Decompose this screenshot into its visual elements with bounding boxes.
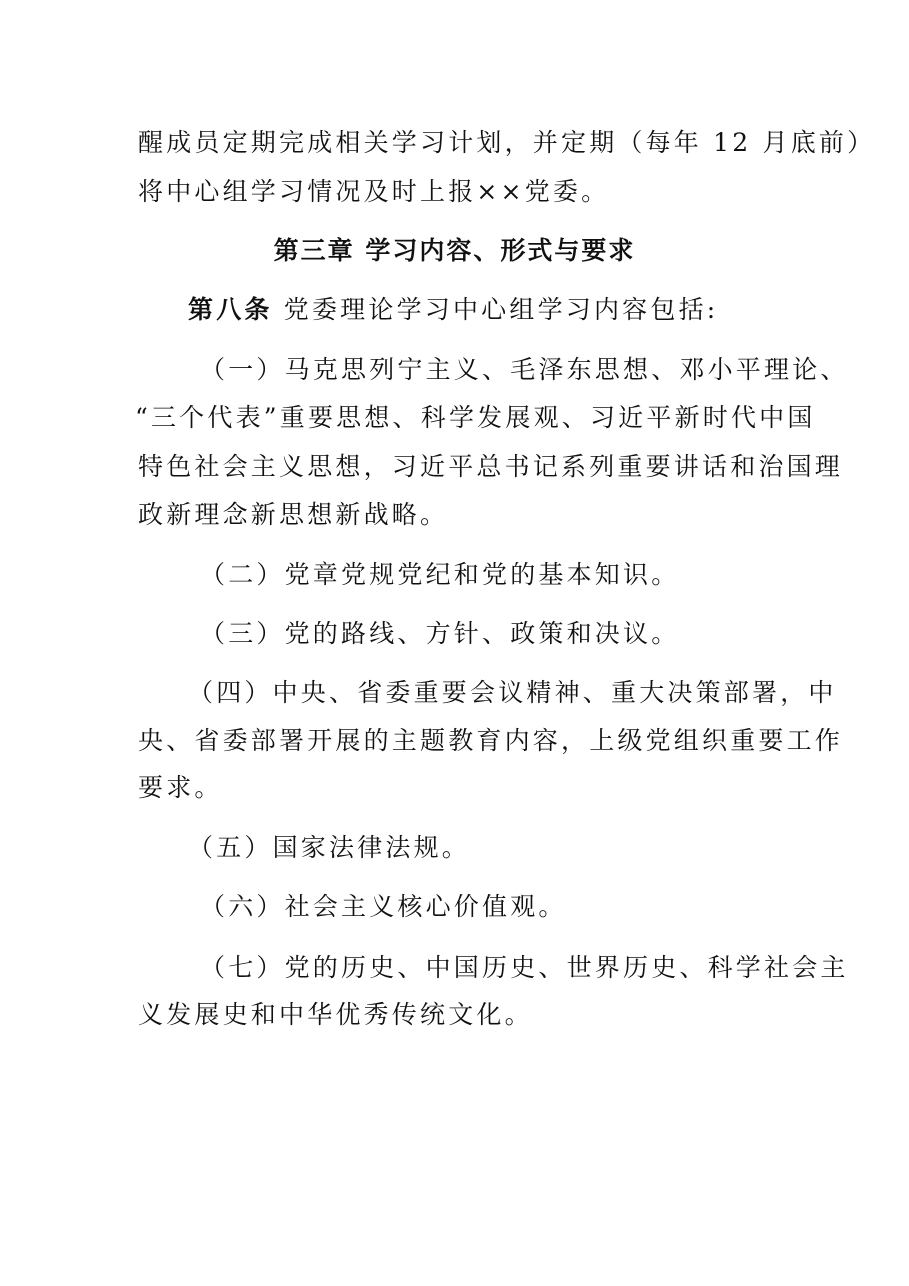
- item-five-line: （五）国家法律法规。: [188, 833, 471, 862]
- paragraph-continuation-line: 醒成员定期完成相关学习计划，并定期（每年 12 月底前）: [138, 128, 876, 157]
- chapter-heading: 第三章 学习内容、形式与要求: [273, 236, 636, 265]
- item-six-line: （六）社会主义核心价值观。: [200, 892, 567, 921]
- item-four-line: （四）中央、省委重要会议精神、重大决策部署，中: [188, 678, 837, 707]
- item-one-line: 特色社会主义思想，习近平总书记系列重要讲话和治国理: [138, 452, 844, 481]
- item-three-line: （三）党的路线、方针、政策和决议。: [200, 619, 680, 648]
- item-one-line: “三个代表”重要思想、科学发展观、习近平新时代中国: [135, 403, 816, 432]
- item-seven-line: （七）党的历史、中国历史、世界历史、科学社会主: [200, 953, 849, 982]
- item-two-line: （二）党章党规党纪和党的基本知识。: [200, 560, 680, 589]
- item-one-line: 政新理念新思想新战略。: [138, 500, 449, 529]
- article-eight: [188, 295, 828, 325]
- paragraph-continuation-line: 将中心组学习情况及时上报××党委。: [138, 177, 610, 206]
- article-text: 党委理论学习中心组学习内容包括:: [283, 295, 719, 324]
- item-four-line: 要求。: [138, 773, 223, 802]
- item-four-line: 央、省委部署开展的主题教育内容，上级党组织重要工作: [138, 726, 844, 755]
- item-seven-line: 义发展史和中华优秀传统文化。: [138, 1000, 533, 1029]
- item-one-line: （一）马克思列宁主义、毛泽东思想、邓小平理论、: [200, 355, 849, 384]
- article-label: 第八条: [188, 295, 273, 324]
